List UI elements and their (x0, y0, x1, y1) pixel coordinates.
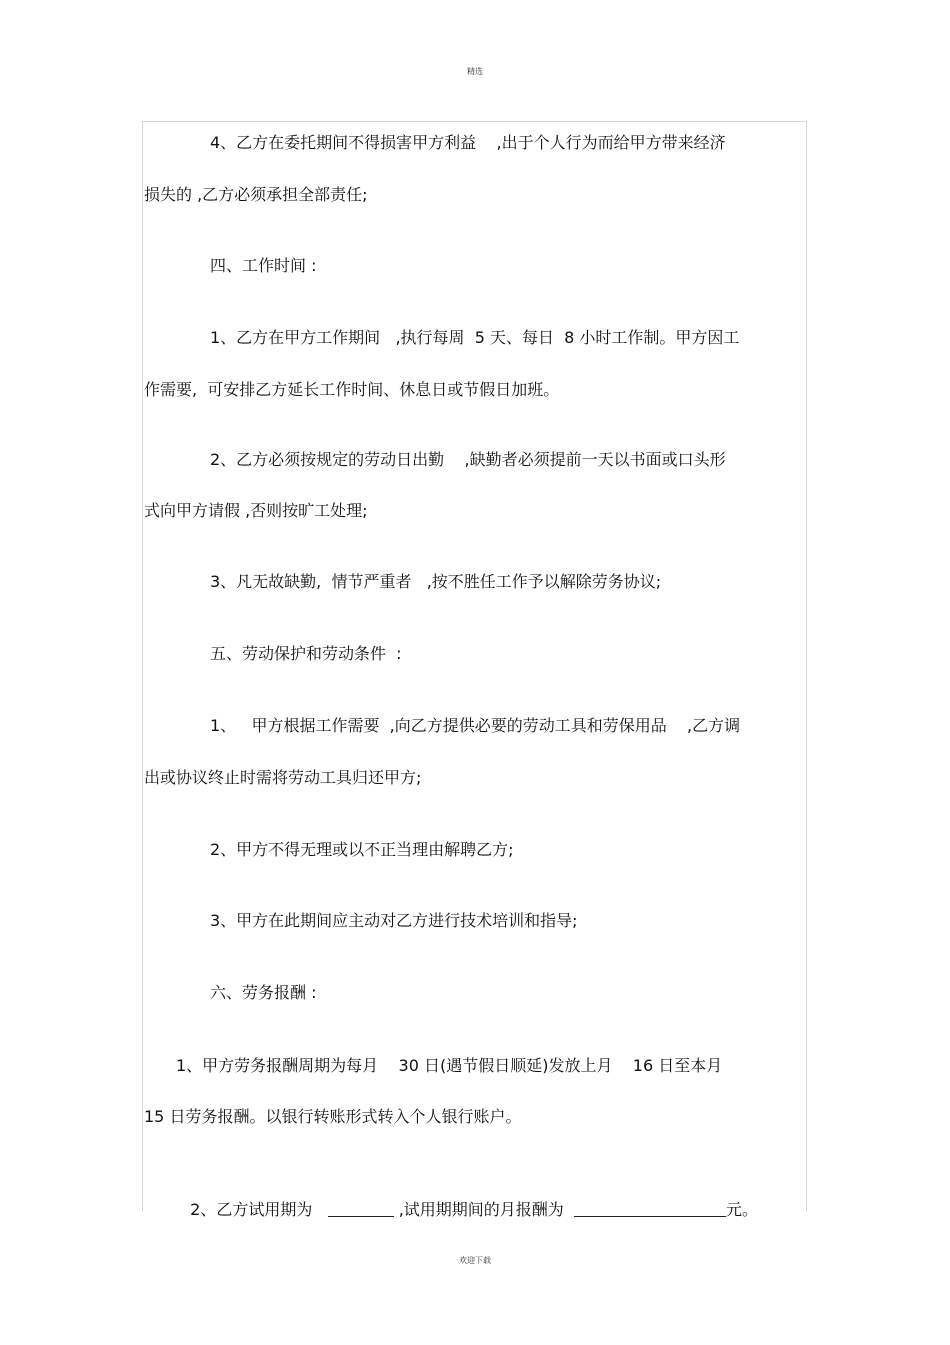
probation-period-blank[interactable] (328, 1200, 394, 1217)
clause-5-1-line-1: 1、 甲方根据工作需要 ,向乙方提供必要的劳动工具和劳保用品 ,乙方调 (210, 716, 741, 735)
section-heading-6: 六、劳务报酬 : (210, 983, 317, 1002)
clause-4-3: 3、凡无故缺勤, 情节严重者 ,按不胜任工作予以解除劳务协议; (210, 572, 662, 591)
clause-6-2 (180, 1180, 758, 1220)
clause-4-2-line-2: 式向甲方请假 ,否则按旷工处理; (144, 501, 368, 520)
clause-4-2-line-1: 2、乙方必须按规定的劳动日出勤 ,缺勤者必须提前一天以书面或口头形 (210, 450, 726, 469)
clause-3-4-line-1: 4、乙方在委托期间不得损害甲方利益 ,出于个人行为而给甲方带来经济 (210, 133, 726, 152)
page-frame-right-border (806, 121, 807, 1211)
clause-5-2: 2、甲方不得无理或以不正当理由解聘乙方; (210, 840, 514, 859)
clause-6-1-line-1: 1、甲方劳务报酬周期为每月 30 日(遇节假日顺延)发放上月 16 日至本月 (176, 1056, 723, 1075)
clause-5-1-line-2: 出或协议终止时需将劳动工具归还甲方; (144, 768, 422, 787)
section-heading-5: 五、劳动保护和劳动条件 : (210, 644, 402, 663)
clause-6-2-prefix: 2、乙方试用期为 (190, 1200, 328, 1219)
section-heading-4: 四、工作时间 : (210, 256, 317, 275)
page-frame-top-border (142, 121, 807, 122)
clause-5-3: 3、甲方在此期间应主动对乙方进行技术培训和指导; (210, 911, 578, 930)
clause-6-1-line-2: 15 日劳务报酬。以银行转账形式转入个人银行账户。 (144, 1107, 522, 1126)
page-frame-left-border (142, 121, 143, 1211)
probation-salary-blank[interactable] (574, 1200, 726, 1217)
page-footer: 欢迎下载 (459, 1256, 491, 1265)
clause-4-1-line-1: 1、乙方在甲方工作期间 ,执行每周 5 天、每日 8 小时工作制。甲方因工 (210, 328, 740, 347)
clause-6-2-suffix: 元。 (725, 1200, 758, 1219)
clause-4-1-line-2: 作需要, 可安排乙方延长工作时间、休息日或节假日加班。 (144, 380, 560, 399)
clause-6-2-middle: ,试用期期间的月报酬为 (393, 1200, 574, 1219)
clause-3-4-line-2: 损失的 ,乙方必须承担全部责任; (144, 185, 368, 204)
page-header: 精选 (467, 67, 483, 76)
